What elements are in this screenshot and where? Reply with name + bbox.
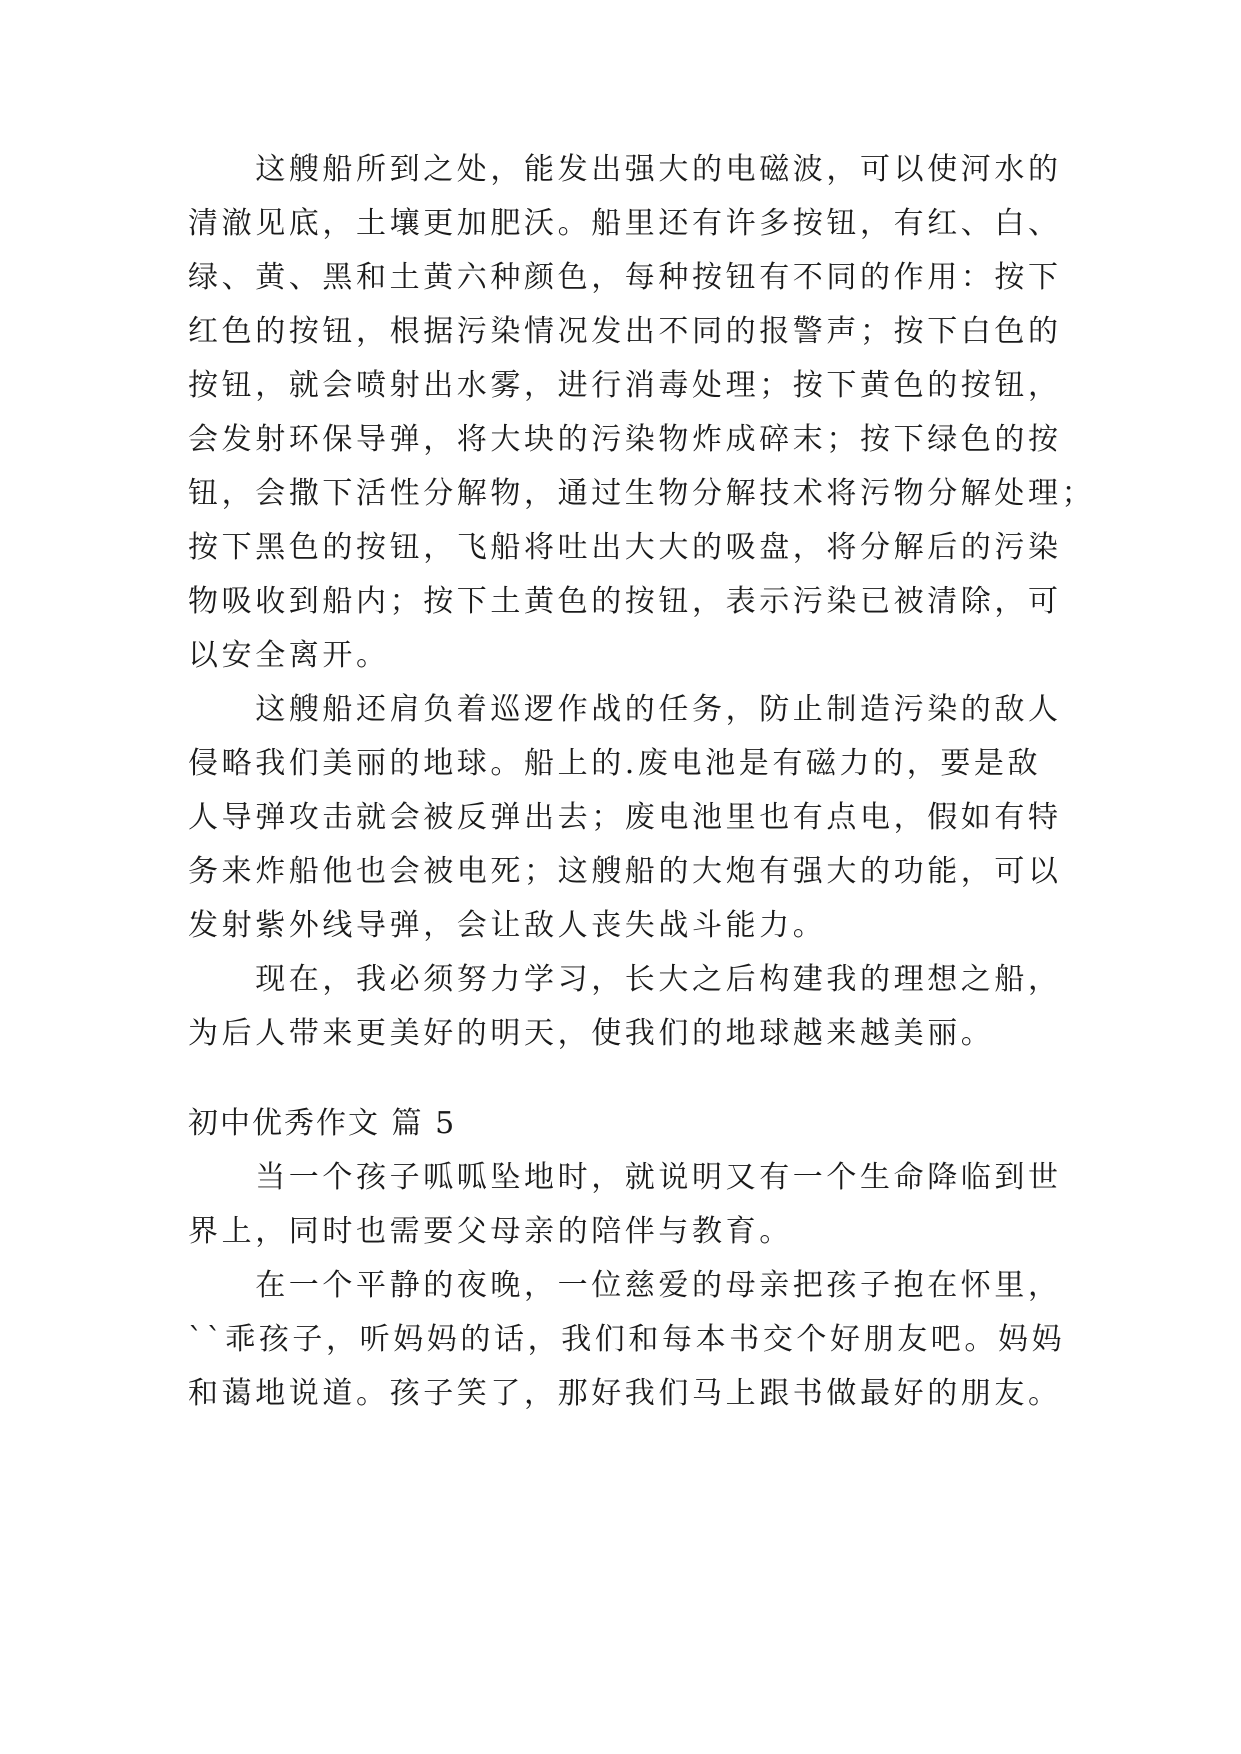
text-line: 会发射环保导弹，将大块的污染物炸成碎末；按下绿色的按 — [188, 422, 1062, 457]
text-line: 界上，同时也需要父母亲的陪伴与教育。 — [188, 1214, 793, 1249]
text-line: 发射紫外线导弹，会让敌人丧失战斗能力。 — [188, 908, 827, 943]
text-line: 为后人带来更美好的明天，使我们的地球越来越美丽。 — [188, 1016, 995, 1051]
text-line: 这艘船所到之处，能发出强大的电磁波，可以使河水的 — [188, 152, 1062, 187]
text-line: 侵略我们美丽的地球。船上的.废电池是有磁力的，要是敌 — [188, 746, 1042, 781]
text-line: 在一个平静的夜晚，一位慈爱的母亲把孩子抱在怀里， — [188, 1268, 1062, 1303]
text-line: 按下黑色的按钮，飞船将吐出大大的吸盘，将分解后的污染 — [188, 530, 1062, 565]
text-line: 钮，会撒下活性分解物，通过生物分解技术将污物分解处理； — [188, 476, 1096, 511]
text-line: 以安全离开。 — [188, 638, 390, 673]
text-line: ``乖孩子，听妈妈的话，我们和每本书交个好朋友吧。妈妈 — [188, 1322, 1066, 1357]
section-heading: 初中优秀作文 篇 5 — [188, 1106, 457, 1141]
text-line: 务来炸船他也会被电死；这艘船的大炮有强大的功能，可以 — [188, 854, 1062, 889]
text-line: 红色的按钮，根据污染情况发出不同的报警声；按下白色的 — [188, 314, 1062, 349]
text-line: 物吸收到船内；按下土黄色的按钮，表示污染已被清除，可 — [188, 584, 1062, 619]
text-line: 这艘船还肩负着巡逻作战的任务，防止制造污染的敌人 — [188, 692, 1062, 727]
text-line: 绿、黄、黑和土黄六种颜色，每种按钮有不同的作用：按下 — [188, 260, 1062, 295]
text-line: 当一个孩子呱呱坠地时，就说明又有一个生命降临到世 — [188, 1160, 1062, 1195]
text-line: 和蔼地说道。孩子笑了，那好我们马上跟书做最好的朋友。 — [188, 1376, 1062, 1411]
text-line: 按钮，就会喷射出水雾，进行消毒处理；按下黄色的按钮， — [188, 368, 1062, 403]
text-line: 清澈见底，土壤更加肥沃。船里还有许多按钮，有红、白、 — [188, 206, 1062, 241]
text-line: 人导弹攻击就会被反弹出去；废电池里也有点电，假如有特 — [188, 800, 1062, 835]
text-line: 现在，我必须努力学习，长大之后构建我的理想之船， — [188, 962, 1062, 997]
